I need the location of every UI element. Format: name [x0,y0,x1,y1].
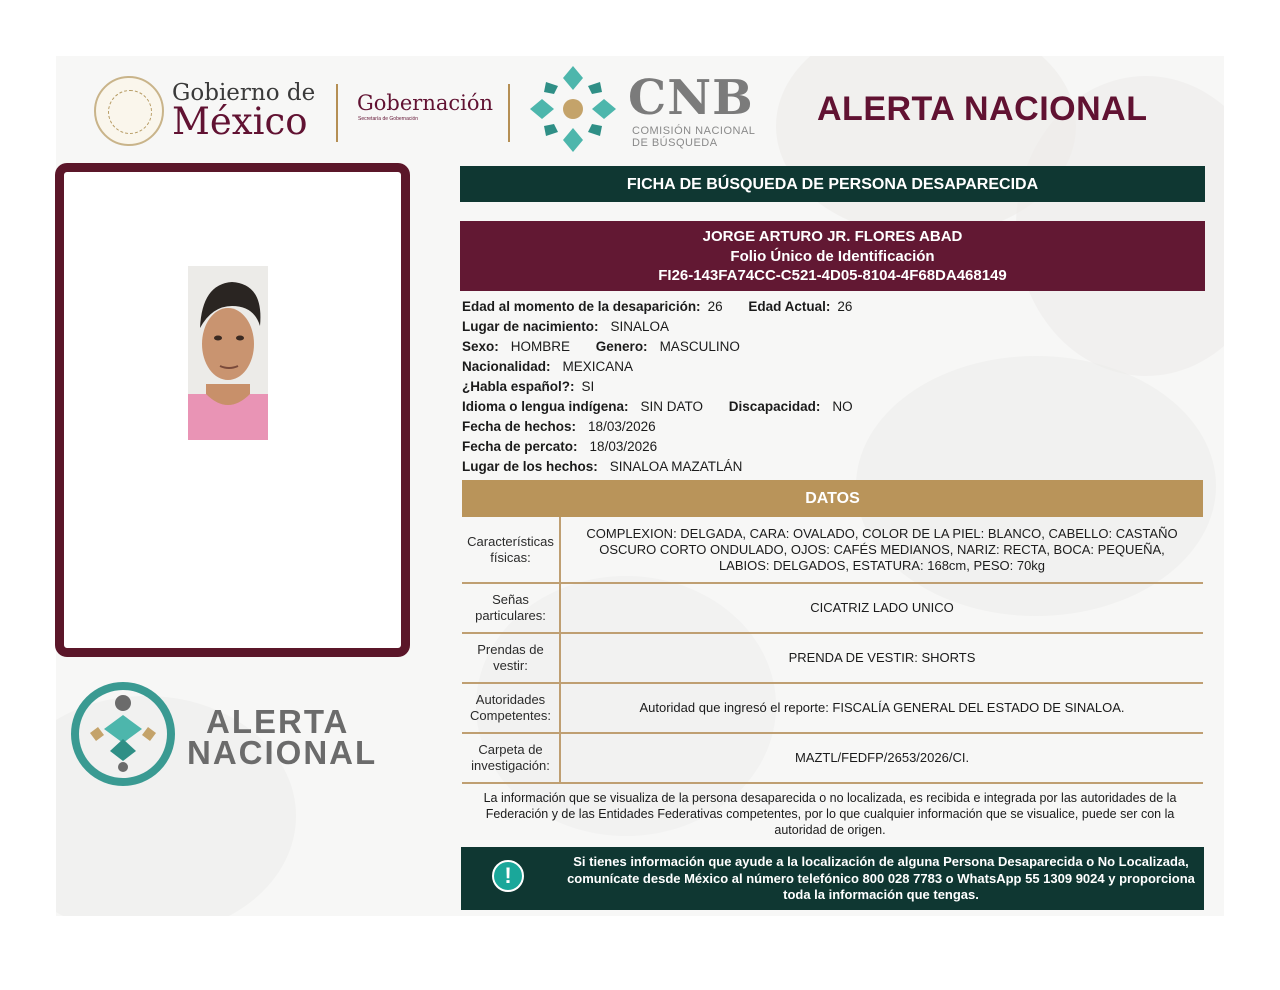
table-row-label: Carpeta de investigación: [462,734,561,782]
contact-text: Si tienes información que ayude a la localización de alguna Persona Desaparecida o No Localizada, comunícate desde México al número telefónico 800 028 7783 o WhatsApp 55 1309 9024 y proporciona toda la información que tengas. [567,854,1195,902]
discapacidad-value: NO [832,399,853,414]
genero-label: Genero: [595,339,648,354]
table-row-value: CICATRIZ LADO UNICO [810,600,954,615]
table-row [462,684,1203,734]
cnb-title: CNB [628,70,754,126]
table-row-value: Autoridad que ingresó el reporte: FISCALÍA GENERAL DEL ESTADO DE SINALOA. [639,700,1125,715]
table-row-label: Señas particulares: [462,584,561,632]
table-row [462,517,1203,584]
info-row-nacimiento [462,319,669,334]
header-divider [508,84,510,142]
table-row [462,634,1203,684]
discapacidad-label: Discapacidad: [728,399,821,414]
info-row-nacionalidad [462,359,633,374]
escudo-nacional-icon [94,76,164,146]
table-row-label: Prendas de vestir: [462,634,561,682]
alerta-logo-line2: NACIONAL [187,734,378,771]
lugar-nacimiento-label: Lugar de nacimiento: [462,319,599,334]
missing-person-photo [188,266,268,440]
nacionalidad-label: Nacionalidad: [462,359,551,374]
table-row-value: MAZTL/FEDFP/2653/2026/CI. [794,750,970,765]
info-row-fecha-percato [462,439,657,454]
table-row [462,734,1203,784]
exclamation-icon: ! [492,860,524,892]
gobernacion-logo: Gobernación [357,91,494,115]
alerta-nacional-title: ALERTA NACIONAL [817,90,1148,128]
sexo-label: Sexo: [462,339,499,354]
info-row-espanol [462,379,594,394]
lugar-hechos-value: SINALOA MAZATLÁN [609,459,743,474]
idioma-value: SIN DATO [640,399,704,414]
idioma-label: Idioma o lengua indígena: [462,399,629,414]
cnb-subtitle-line1: COMISIÓN NACIONAL [632,125,756,137]
disclaimer-text: La información que se visualiza de la persona desaparecida o no localizada, es recibida e integrada por las autoridades de la Federación y de las Entidades Federativas competentes, por lo que cualquier información que se visualice, puede ser con la autoridad de origen. [483,791,1177,837]
info-row-lugar-hechos [462,459,742,474]
alerta-logo-line1: ALERTA [206,703,350,740]
table-row-label: Características físicas: [462,517,561,582]
contact-banner [461,847,1204,910]
fecha-hechos-label: Fecha de hechos: [462,419,577,434]
lugar-nacimiento-value: SINALOA [610,319,670,334]
info-row-idioma [462,399,853,414]
lugar-hechos-label: Lugar de los hechos: [462,459,598,474]
folio-number: FI26-143FA74CC-C521-4D05-8104-4F68DA468149 [658,267,1007,284]
nacionalidad-value: MEXICANA [562,359,634,374]
header-divider [336,84,338,142]
cnb-emblem-icon [528,64,618,154]
fecha-percato-value: 18/03/2026 [589,439,658,454]
sexo-value: HOMBRE [510,339,571,354]
edad-desaparicion-value: 26 [707,299,723,314]
gobierno-de-mexico-line2: México [172,100,308,143]
edad-desaparicion-label: Edad al momento de la desaparición: [462,299,701,314]
info-row-sexo [462,339,740,354]
folio-label: Folio Único de Identificación [730,247,935,265]
habla-espanol-value: SI [581,379,595,394]
cnb-subtitle [632,125,772,149]
alerta-nacional-logo-icon [70,681,176,787]
info-row-edad [462,299,852,314]
habla-espanol-label: ¿Habla español?: [462,379,575,394]
gobernacion-subtitle: Secretaría de Gobernación [358,116,419,122]
fecha-hechos-value: 18/03/2026 [588,419,656,434]
person-name: JORGE ARTURO JR. FLORES ABAD [702,228,963,245]
ficha-title-bar: FICHA DE BÚSQUEDA DE PERSONA DESAPARECIDA [460,166,1205,202]
datos-header: DATOS [462,480,1203,517]
table-row-value: COMPLEXION: DELGADA, CARA: OVALADO, COLOR DE LA PIEL: BLANCO, CABELLO: CASTAÑO OSCURO CORTO ONDULADO, OJOS: CAFÉS MEDIANOS, NARIZ: RECTA, BOCA: PEQUEÑA, LABIOS: DELGADOS, ESTATURA: 168cm, PESO: 70kg [586,525,1178,573]
edad-actual-value: 26 [837,299,853,314]
edad-actual-label: Edad Actual: [748,299,831,314]
fecha-percato-label: Fecha de percato: [462,439,578,454]
table-row-value: PRENDA DE VESTIR: SHORTS [788,650,976,665]
cnb-subtitle-line2: DE BÚSQUEDA [632,137,718,149]
genero-value: MASCULINO [659,339,740,354]
table-row [462,584,1203,634]
person-name-box [460,221,1205,291]
table-row-label: Autoridades Competentes: [462,684,561,732]
info-row-fecha-hechos [462,419,656,434]
gobierno-de-mexico-line1: Gobierno de [172,80,316,106]
